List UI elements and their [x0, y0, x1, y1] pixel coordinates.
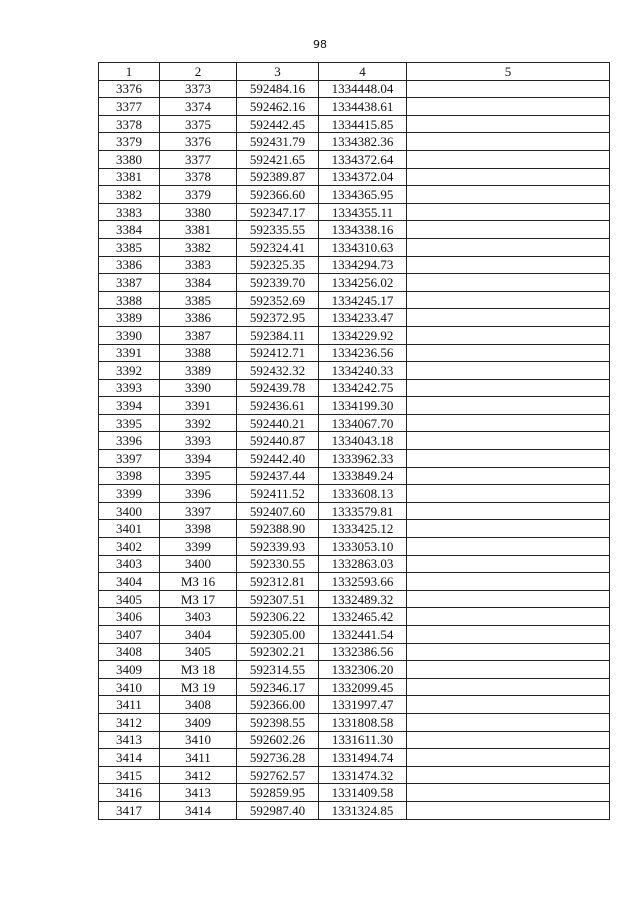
- table-cell-col-1: 3396: [99, 432, 160, 450]
- table-row: [99, 626, 610, 644]
- table-cell-col-4: 1332306.20: [319, 661, 407, 679]
- table-cell-col-1: 3414: [99, 749, 160, 767]
- table-cell-col-3: 592339.93: [237, 538, 319, 556]
- table-cell-col-2: 3385: [160, 291, 237, 309]
- table-cell-col-5: [407, 238, 610, 256]
- table-cell-col-3: 592307.51: [237, 590, 319, 608]
- table-cell-col-1: 3398: [99, 467, 160, 485]
- table-cell-col-3: 592762.57: [237, 766, 319, 784]
- table-cell-col-2: 3381: [160, 221, 237, 239]
- table-cell-col-5: [407, 467, 610, 485]
- table-cell-col-4: 1332593.66: [319, 573, 407, 591]
- table-cell-col-1: 3408: [99, 643, 160, 661]
- table-cell-col-2: 3410: [160, 731, 237, 749]
- table-cell-col-5: [407, 291, 610, 309]
- table-cell-col-4: 1331494.74: [319, 749, 407, 767]
- table-cell-col-4: 1334438.61: [319, 98, 407, 116]
- table-cell-col-3: 592484.16: [237, 80, 319, 98]
- table-cell-col-1: 3389: [99, 309, 160, 327]
- table-row: [99, 133, 610, 151]
- table-cell-col-3: 592859.95: [237, 784, 319, 802]
- table-cell-col-4: 1334338.16: [319, 221, 407, 239]
- table-cell-col-3: 592442.40: [237, 450, 319, 468]
- table-cell-col-2: 3396: [160, 485, 237, 503]
- table-cell-col-3: 592602.26: [237, 731, 319, 749]
- table-cell-col-4: 1333962.33: [319, 450, 407, 468]
- table-cell-col-3: 592335.55: [237, 221, 319, 239]
- table-cell-col-1: 3416: [99, 784, 160, 802]
- table-cell-col-2: 3387: [160, 326, 237, 344]
- table-cell-col-2: 3376: [160, 133, 237, 151]
- table-row: [99, 291, 610, 309]
- table-row: [99, 643, 610, 661]
- table-cell-col-5: [407, 256, 610, 274]
- table-row: [99, 309, 610, 327]
- table-row: [99, 608, 610, 626]
- table-cell-col-4: 1331474.32: [319, 766, 407, 784]
- table-cell-col-5: [407, 801, 610, 819]
- table-cell-col-4: 1334382.36: [319, 133, 407, 151]
- table-cell-col-5: [407, 573, 610, 591]
- table-cell-col-3: 592407.60: [237, 502, 319, 520]
- table-cell-col-3: 592411.52: [237, 485, 319, 503]
- table-cell-col-5: [407, 186, 610, 204]
- table-cell-col-3: 592736.28: [237, 749, 319, 767]
- table-cell-col-4: 1334043.18: [319, 432, 407, 450]
- table-cell-col-1: 3386: [99, 256, 160, 274]
- table-cell-col-1: 3407: [99, 626, 160, 644]
- table-cell-col-5: [407, 502, 610, 520]
- table-row: [99, 502, 610, 520]
- table-cell-col-1: 3397: [99, 450, 160, 468]
- table-row: [99, 573, 610, 591]
- table-cell-col-2: 3383: [160, 256, 237, 274]
- table-cell-col-2: МЗ 17: [160, 590, 237, 608]
- table-cell-col-3: 592442.45: [237, 115, 319, 133]
- table-row: [99, 414, 610, 432]
- table-row: [99, 98, 610, 116]
- table-cell-col-1: 3406: [99, 608, 160, 626]
- table-cell-col-1: 3376: [99, 80, 160, 98]
- table-row: [99, 432, 610, 450]
- table-cell-col-1: 3391: [99, 344, 160, 362]
- table-cell-col-2: 3394: [160, 450, 237, 468]
- table-row: [99, 784, 610, 802]
- table-row: [99, 168, 610, 186]
- table-row: [99, 326, 610, 344]
- table-cell-col-1: 3399: [99, 485, 160, 503]
- table-cell-col-3: 592432.32: [237, 362, 319, 380]
- table-cell-col-1: 3417: [99, 801, 160, 819]
- table-cell-col-4: 1334067.70: [319, 414, 407, 432]
- table-cell-col-4: 1332441.54: [319, 626, 407, 644]
- table-cell-col-3: 592324.41: [237, 238, 319, 256]
- table-row: [99, 766, 610, 784]
- table-cell-col-3: 592372.95: [237, 309, 319, 327]
- table-row: [99, 203, 610, 221]
- table-header: [99, 63, 610, 81]
- table-cell-col-5: [407, 397, 610, 415]
- table-cell-col-4: 1333849.24: [319, 467, 407, 485]
- table-row: [99, 80, 610, 98]
- table-cell-col-2: МЗ 18: [160, 661, 237, 679]
- table-cell-col-3: 592346.17: [237, 678, 319, 696]
- table-cell-col-3: 592325.35: [237, 256, 319, 274]
- table-cell-col-5: [407, 590, 610, 608]
- table-cell-col-5: [407, 713, 610, 731]
- table-cell-col-2: 3375: [160, 115, 237, 133]
- table-cell-col-3: 592347.17: [237, 203, 319, 221]
- table-cell-col-3: 592398.55: [237, 713, 319, 731]
- table-cell-col-4: 1332489.32: [319, 590, 407, 608]
- table-cell-col-5: [407, 555, 610, 573]
- table-cell-col-1: 3401: [99, 520, 160, 538]
- table-body: [99, 80, 610, 819]
- table-cell-col-5: [407, 626, 610, 644]
- table-cell-col-3: 592440.21: [237, 414, 319, 432]
- table-cell-col-2: 3391: [160, 397, 237, 415]
- table-cell-col-5: [407, 520, 610, 538]
- table-cell-col-5: [407, 538, 610, 556]
- table-cell-col-4: 1332386.56: [319, 643, 407, 661]
- table-cell-col-5: [407, 115, 610, 133]
- table-cell-col-2: 3380: [160, 203, 237, 221]
- table-cell-col-5: [407, 696, 610, 714]
- table-cell-col-2: 3397: [160, 502, 237, 520]
- table-cell-col-4: 1332099.45: [319, 678, 407, 696]
- table-cell-col-2: 3405: [160, 643, 237, 661]
- table-cell-col-1: 3377: [99, 98, 160, 116]
- table-cell-col-5: [407, 784, 610, 802]
- table-row: [99, 362, 610, 380]
- table-cell-col-4: 1333053.10: [319, 538, 407, 556]
- table-cell-col-4: 1331808.58: [319, 713, 407, 731]
- table-cell-col-1: 3395: [99, 414, 160, 432]
- table-cell-col-2: 3392: [160, 414, 237, 432]
- table-cell-col-5: [407, 731, 610, 749]
- table-cell-col-1: 3382: [99, 186, 160, 204]
- table-cell-col-5: [407, 150, 610, 168]
- table-cell-col-1: 3413: [99, 731, 160, 749]
- table-cell-col-3: 592302.21: [237, 643, 319, 661]
- table-cell-col-5: [407, 133, 610, 151]
- table-cell-col-3: 592436.61: [237, 397, 319, 415]
- table-cell-col-3: 592339.70: [237, 274, 319, 292]
- table-cell-col-2: 3412: [160, 766, 237, 784]
- table-cell-col-2: 3390: [160, 379, 237, 397]
- table-cell-col-2: 3395: [160, 467, 237, 485]
- table-cell-col-4: 1334256.02: [319, 274, 407, 292]
- table-cell-col-3: 592366.00: [237, 696, 319, 714]
- table-cell-col-3: 592366.60: [237, 186, 319, 204]
- table-cell-col-4: 1333608.13: [319, 485, 407, 503]
- table-row: [99, 520, 610, 538]
- table-cell-col-4: 1334448.04: [319, 80, 407, 98]
- table-cell-col-5: [407, 678, 610, 696]
- table-cell-col-1: 3387: [99, 274, 160, 292]
- table-cell-col-1: 3388: [99, 291, 160, 309]
- table-cell-col-5: [407, 749, 610, 767]
- table-row: [99, 150, 610, 168]
- table-row: [99, 256, 610, 274]
- table-cell-col-2: 3413: [160, 784, 237, 802]
- table-cell-col-1: 3381: [99, 168, 160, 186]
- table-row: [99, 713, 610, 731]
- table-cell-col-5: [407, 203, 610, 221]
- table-row: [99, 590, 610, 608]
- table-cell-col-5: [407, 432, 610, 450]
- table-cell-col-4: 1331409.58: [319, 784, 407, 802]
- table-cell-col-5: [407, 485, 610, 503]
- table-row: [99, 731, 610, 749]
- table-cell-col-4: 1334242.75: [319, 379, 407, 397]
- table-cell-col-4: 1334355.11: [319, 203, 407, 221]
- table-cell-col-2: 3388: [160, 344, 237, 362]
- table-cell-col-5: [407, 766, 610, 784]
- table-cell-col-5: [407, 661, 610, 679]
- table-row: [99, 696, 610, 714]
- table-cell-col-2: 3398: [160, 520, 237, 538]
- table-row: [99, 450, 610, 468]
- table-cell-col-5: [407, 168, 610, 186]
- table-cell-col-4: 1334415.85: [319, 115, 407, 133]
- table-cell-col-5: [407, 309, 610, 327]
- table-cell-col-4: 1334233.47: [319, 309, 407, 327]
- table-cell-col-3: 592431.79: [237, 133, 319, 151]
- table-cell-col-5: [407, 379, 610, 397]
- table-cell-col-2: 3399: [160, 538, 237, 556]
- table-cell-col-5: [407, 98, 610, 116]
- table-cell-col-3: 592440.87: [237, 432, 319, 450]
- table-cell-col-3: 592437.44: [237, 467, 319, 485]
- table-cell-col-1: 3410: [99, 678, 160, 696]
- table-cell-col-3: 592305.00: [237, 626, 319, 644]
- table-cell-col-1: 3385: [99, 238, 160, 256]
- table-cell-col-3: 592314.55: [237, 661, 319, 679]
- table-row: [99, 344, 610, 362]
- table-row: [99, 538, 610, 556]
- table-row: [99, 801, 610, 819]
- table-cell-col-4: 1334240.33: [319, 362, 407, 380]
- table-cell-col-3: 592312.81: [237, 573, 319, 591]
- table-row: [99, 467, 610, 485]
- table-cell-col-4: 1334372.64: [319, 150, 407, 168]
- table-cell-col-2: МЗ 16: [160, 573, 237, 591]
- table-cell-col-5: [407, 643, 610, 661]
- table-cell-col-2: 3378: [160, 168, 237, 186]
- table-cell-col-2: 3389: [160, 362, 237, 380]
- table-cell-col-1: 3393: [99, 379, 160, 397]
- table-row: [99, 274, 610, 292]
- table-cell-col-3: 592987.40: [237, 801, 319, 819]
- table-cell-col-3: 592462.16: [237, 98, 319, 116]
- table-cell-col-1: 3415: [99, 766, 160, 784]
- table-cell-col-2: 3386: [160, 309, 237, 327]
- table-cell-col-4: 1331324.85: [319, 801, 407, 819]
- table-row: [99, 221, 610, 239]
- header-row: [99, 63, 610, 81]
- table-cell-col-4: 1332863.03: [319, 555, 407, 573]
- table-row: [99, 749, 610, 767]
- table-cell-col-3: 592421.65: [237, 150, 319, 168]
- table-row: [99, 661, 610, 679]
- table-cell-col-5: [407, 274, 610, 292]
- table-cell-col-1: 3402: [99, 538, 160, 556]
- table-cell-col-4: 1334236.56: [319, 344, 407, 362]
- table-cell-col-2: 3414: [160, 801, 237, 819]
- table-cell-col-3: 592389.87: [237, 168, 319, 186]
- table-cell-col-3: 592384.11: [237, 326, 319, 344]
- table-cell-col-2: 3403: [160, 608, 237, 626]
- table-cell-col-3: 592412.71: [237, 344, 319, 362]
- table-cell-col-5: [407, 608, 610, 626]
- header-cell-1: 1: [99, 63, 160, 81]
- table-cell-col-2: 3393: [160, 432, 237, 450]
- table-cell-col-2: 3384: [160, 274, 237, 292]
- table-cell-col-1: 3392: [99, 362, 160, 380]
- table-cell-col-4: 1332465.42: [319, 608, 407, 626]
- header-cell-2: 2: [160, 63, 237, 81]
- table-cell-col-1: 3383: [99, 203, 160, 221]
- table-cell-col-4: 1334199.30: [319, 397, 407, 415]
- table-cell-col-3: 592352.69: [237, 291, 319, 309]
- table-cell-col-1: 3409: [99, 661, 160, 679]
- table-cell-col-2: 3411: [160, 749, 237, 767]
- table-cell-col-2: 3373: [160, 80, 237, 98]
- table-cell-col-3: 592388.90: [237, 520, 319, 538]
- table-row: [99, 485, 610, 503]
- table-cell-col-4: 1334294.73: [319, 256, 407, 274]
- table-cell-col-5: [407, 326, 610, 344]
- table-cell-col-3: 592306.22: [237, 608, 319, 626]
- coordinates-table: [98, 62, 610, 820]
- table-cell-col-4: 1334245.17: [319, 291, 407, 309]
- table-cell-col-2: 3377: [160, 150, 237, 168]
- table-cell-col-4: 1334229.92: [319, 326, 407, 344]
- table-row: [99, 555, 610, 573]
- header-cell-4: 4: [319, 63, 407, 81]
- table-cell-col-5: [407, 450, 610, 468]
- table-cell-col-1: 3378: [99, 115, 160, 133]
- table-cell-col-5: [407, 414, 610, 432]
- table-row: [99, 115, 610, 133]
- header-cell-3: 3: [237, 63, 319, 81]
- table-cell-col-1: 3380: [99, 150, 160, 168]
- table-cell-col-2: 3404: [160, 626, 237, 644]
- table-cell-col-1: 3400: [99, 502, 160, 520]
- table-cell-col-1: 3394: [99, 397, 160, 415]
- table-cell-col-1: 3384: [99, 221, 160, 239]
- table-cell-col-5: [407, 344, 610, 362]
- table-cell-col-5: [407, 362, 610, 380]
- table-row: [99, 678, 610, 696]
- table-cell-col-2: МЗ 19: [160, 678, 237, 696]
- table-cell-col-1: 3379: [99, 133, 160, 151]
- table-cell-col-1: 3412: [99, 713, 160, 731]
- table-cell-col-4: 1333579.81: [319, 502, 407, 520]
- table-cell-col-5: [407, 80, 610, 98]
- table-cell-col-2: 3409: [160, 713, 237, 731]
- table-cell-col-1: 3390: [99, 326, 160, 344]
- table-cell-col-2: 3382: [160, 238, 237, 256]
- table-row: [99, 379, 610, 397]
- table-cell-col-4: 1333425.12: [319, 520, 407, 538]
- table-cell-col-1: 3411: [99, 696, 160, 714]
- page-number: 98: [313, 38, 327, 51]
- table-row: [99, 186, 610, 204]
- table-cell-col-3: 592330.55: [237, 555, 319, 573]
- table-cell-col-2: 3408: [160, 696, 237, 714]
- table-cell-col-2: 3374: [160, 98, 237, 116]
- table-row: [99, 397, 610, 415]
- table-cell-col-2: 3400: [160, 555, 237, 573]
- table-cell-col-4: 1331611.30: [319, 731, 407, 749]
- table-cell-col-1: 3403: [99, 555, 160, 573]
- table-cell-col-1: 3405: [99, 590, 160, 608]
- table-cell-col-5: [407, 221, 610, 239]
- table-row: [99, 238, 610, 256]
- table-cell-col-4: 1334372.04: [319, 168, 407, 186]
- table-cell-col-1: 3404: [99, 573, 160, 591]
- table-cell-col-2: 3379: [160, 186, 237, 204]
- table-cell-col-4: 1331997.47: [319, 696, 407, 714]
- table-cell-col-3: 592439.78: [237, 379, 319, 397]
- header-cell-5: 5: [407, 63, 610, 81]
- table-cell-col-4: 1334310.63: [319, 238, 407, 256]
- table-cell-col-4: 1334365.95: [319, 186, 407, 204]
